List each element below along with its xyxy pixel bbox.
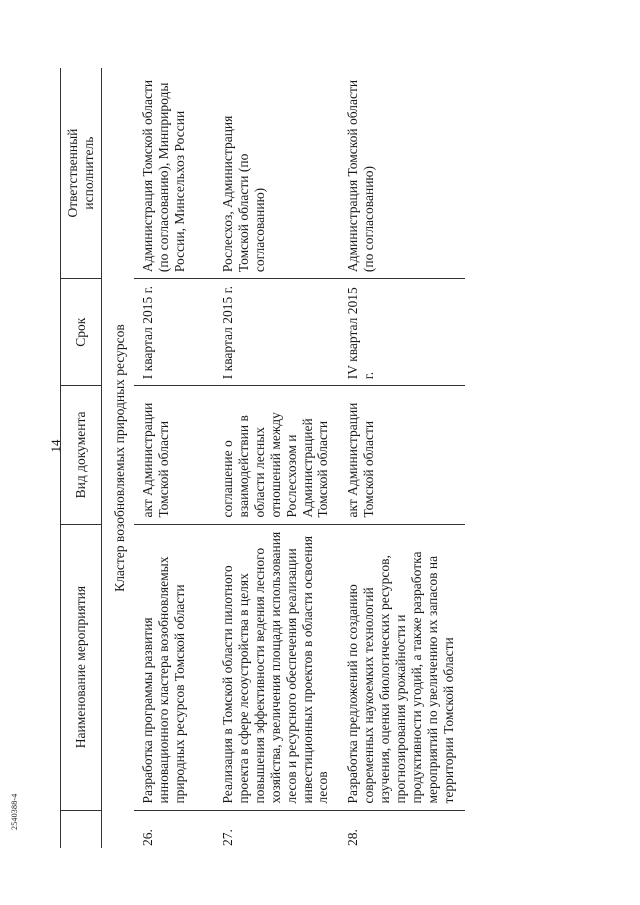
- row-doc-type: акт Администрации Томской области: [339, 386, 464, 524]
- row-name: Разработка предложений по созданию современных наукоемких технологий изучения, оценки биологических ресурсов, прогнозирования урожайности и продуктивности угодий, а также разработка мероприятий по увеличению их запасов на территории Томской области: [339, 524, 464, 810]
- page-number: 14: [48, 439, 63, 453]
- row-responsible: Рослесхоз, Администрация Томской области (по согласованию): [214, 68, 339, 279]
- header-responsible-line2: исполнитель: [81, 136, 96, 210]
- table-row: [214, 68, 339, 848]
- row-doc-type: соглашение о взаимодействии в области лесных отношений между Рослесхозом и Администрацией Томской области: [214, 386, 339, 524]
- table-row: [134, 68, 214, 848]
- row-responsible: Администрация Томской области (по согласованию): [339, 68, 464, 279]
- header-term: Срок: [61, 279, 102, 386]
- section-title: Кластер возобновляемых природных ресурсов: [112, 324, 127, 592]
- header-responsible-line1: Ответственный: [65, 128, 81, 218]
- header-doc-type: Вид документа: [61, 386, 102, 524]
- section-title-row: [102, 68, 134, 848]
- table-row: [339, 68, 464, 848]
- header-responsible: [61, 68, 102, 279]
- header-name: Наименование мероприятия: [61, 524, 102, 810]
- row-term: I квартал 2015 г.: [134, 279, 214, 386]
- row-name: Разработка программы развития инновационного кластера возобновляемых природных ресурсов Томской области: [134, 524, 214, 810]
- row-number: 26.: [139, 829, 155, 846]
- row-term: I квартал 2015 г.: [214, 279, 339, 386]
- document-code: 2540388-4: [10, 793, 19, 830]
- events-table: [60, 68, 465, 848]
- row-name: Реализация в Томской области пилотного проекта в сфере лесоустройства в целях повышения эффективности ведения лесного хозяйства, увеличения площади использования лесов и ресурсного обеспечения реализации инвестиционных проектов в области освоения лесов: [214, 524, 339, 810]
- row-responsible: Администрация Томской области (по согласованию), Минприроды России, Минсельхоз России: [134, 68, 214, 279]
- row-doc-type: акт Администрации Томской области: [134, 386, 214, 524]
- header-number: [61, 810, 102, 848]
- rotated-table-container: [60, 68, 600, 848]
- row-term: IV квартал 2015 г.: [339, 279, 464, 386]
- row-number: 27.: [219, 829, 235, 846]
- row-number: 28.: [345, 829, 361, 846]
- table-header-row: [61, 68, 102, 848]
